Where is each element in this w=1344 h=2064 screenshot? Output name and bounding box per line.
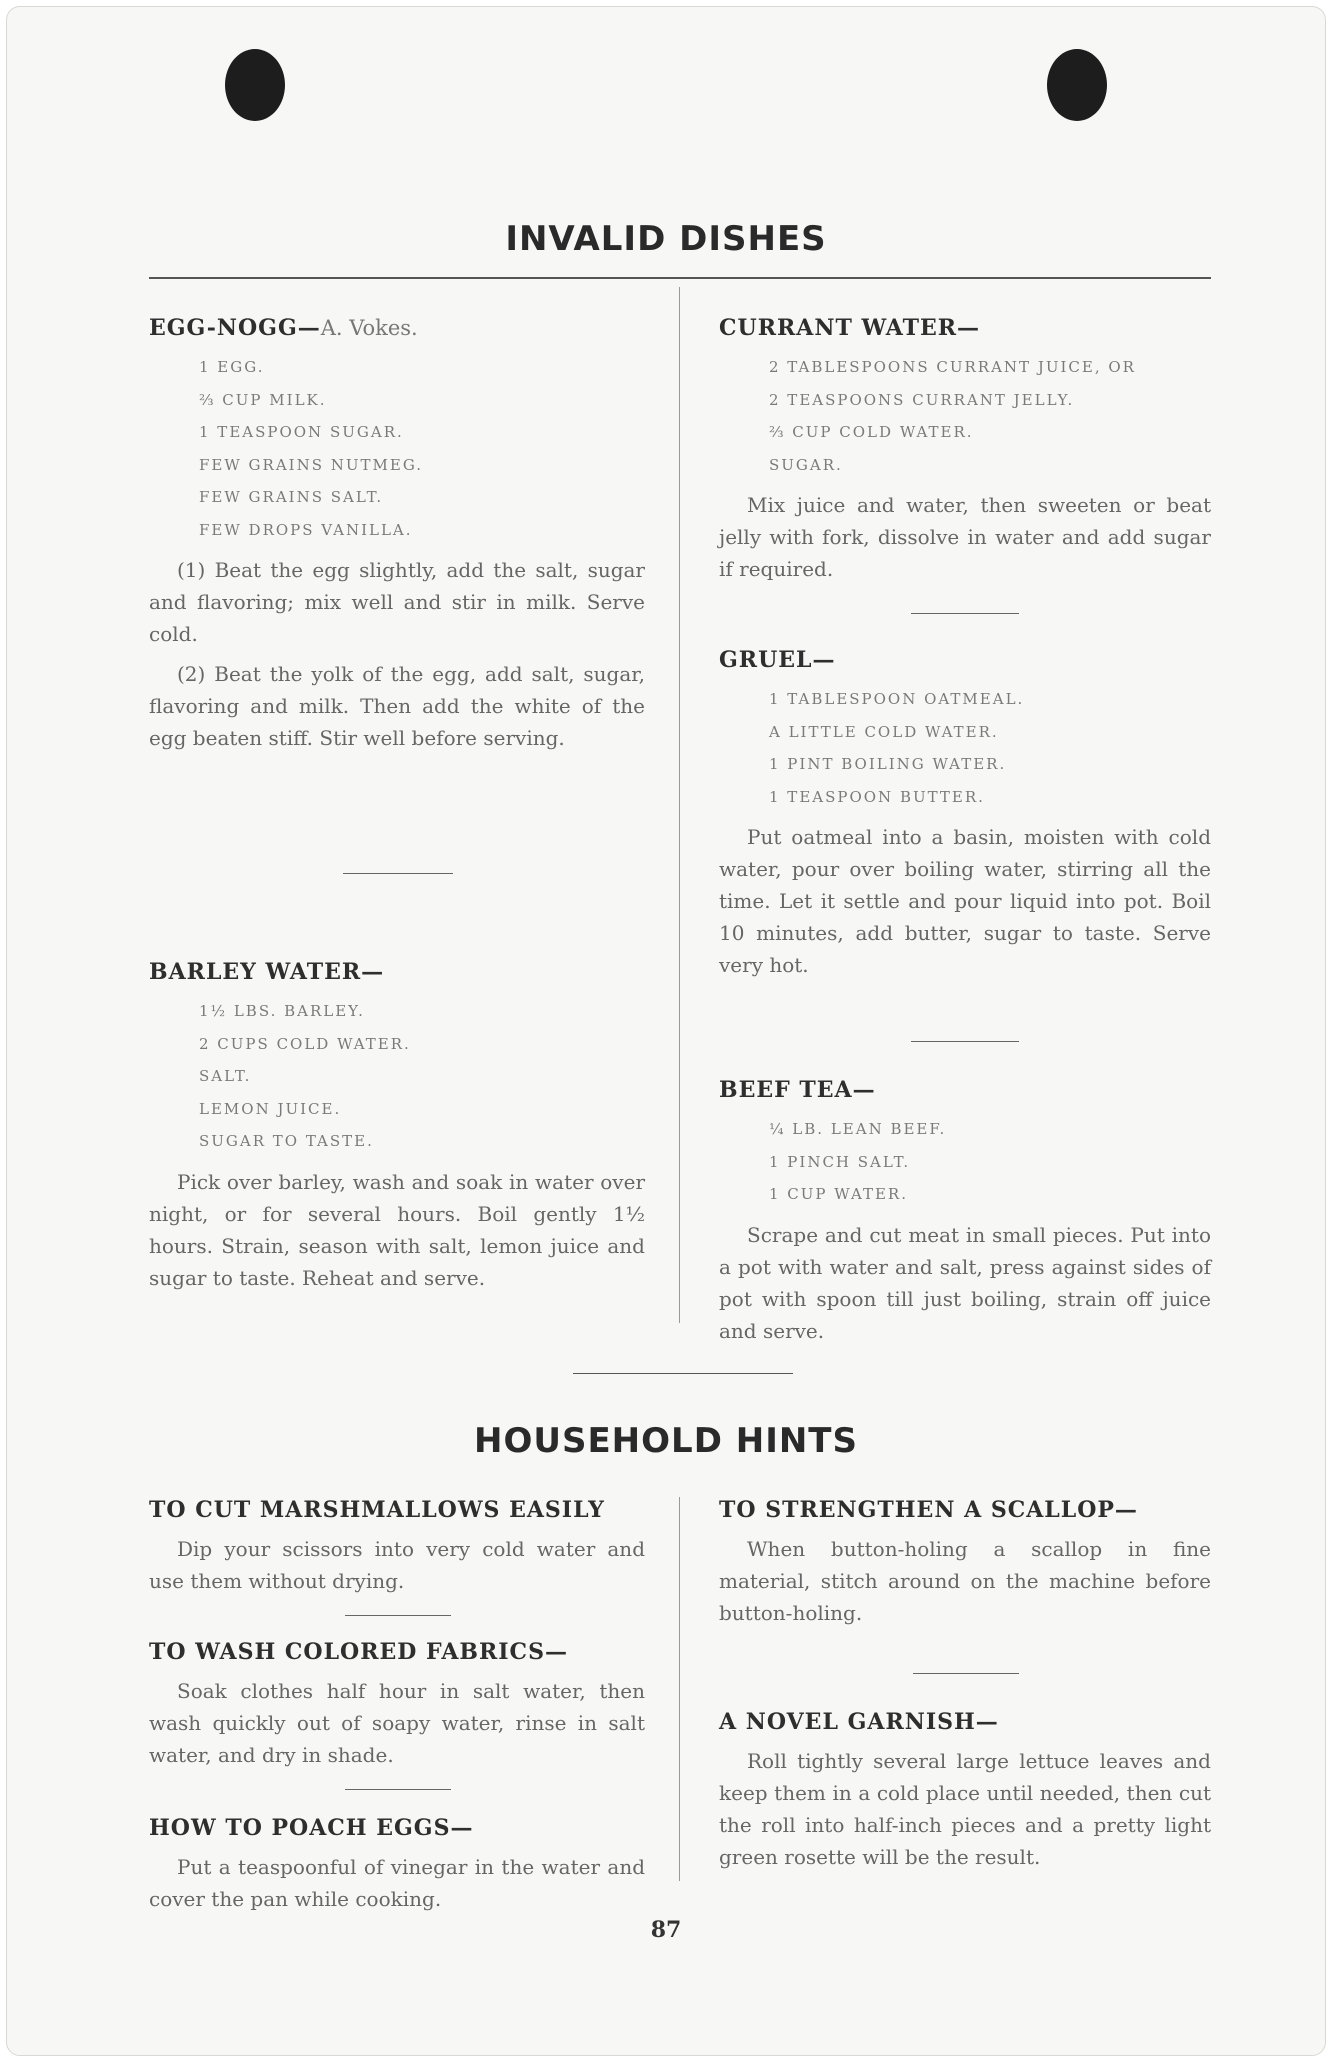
- recipe-author: A. Vokes.: [320, 316, 418, 340]
- household-hints-title: HOUSEHOLD HINTS: [473, 1421, 858, 1461]
- ingredient: 1 CUP WATER.: [769, 1185, 908, 1203]
- ingredient: 1 TABLESPOON OATMEAL.: [769, 690, 1025, 708]
- hint-text: When button-holing a scallop in fine material, stitch around on the machine before button-holing.: [719, 1537, 1211, 1625]
- recipe-heading: BEEF TEA—: [719, 1077, 876, 1103]
- ingredient: LEMON JUICE.: [199, 1099, 342, 1118]
- recipe-method: Mix juice and water, then sweeten or beat jelly with fork, dissolve in water and add sugar if required.: [719, 493, 1211, 581]
- column-divider-top: [679, 287, 680, 1323]
- ingredient-list: [149, 351, 645, 546]
- ingredient-list: [719, 1113, 1211, 1211]
- hint-colored-fabrics: [149, 1639, 645, 1779]
- gruel-recipe: [719, 647, 1211, 989]
- hint-heading: HOW TO POACH EGGS—: [149, 1815, 474, 1841]
- ingredient: 2 CUPS COLD WATER.: [199, 1034, 411, 1053]
- recipe-method: Put oatmeal into a basin, moisten with cold water, pour over boiling water, stirring all the time. Let it settle and pour liquid into pot. Boil 10 minutes, add butter, sugar to taste. Serve very hot.: [719, 825, 1211, 977]
- ingredient: 1 PINT BOILING WATER.: [769, 755, 1007, 773]
- separator: [345, 1789, 451, 1790]
- hint-text: Soak clothes half hour in salt water, then wash quickly out of soapy water, rinse in salt water, and dry in shade.: [149, 1679, 645, 1767]
- ingredient: 2 TABLESPOONS CURRANT JUICE, OR: [769, 358, 1136, 376]
- separator: [343, 873, 453, 874]
- title-underline: [149, 277, 1211, 279]
- separator: [911, 613, 1019, 614]
- hint-heading: TO STRENGTHEN A SCALLOP—: [719, 1497, 1138, 1523]
- column-divider-bottom: [679, 1497, 680, 1881]
- ingredient: FEW DROPS VANILLA.: [199, 520, 413, 539]
- separator: [913, 1673, 1019, 1674]
- ingredient-list: [719, 683, 1211, 813]
- hint-text: Dip your scissors into very cold water and use them without drying.: [149, 1537, 645, 1593]
- ingredient: 1 EGG.: [199, 358, 265, 376]
- ingredient: 1½ LBS. BARLEY.: [199, 1002, 365, 1020]
- egg-nogg-recipe: [149, 315, 645, 762]
- ingredient: FEW GRAINS NUTMEG.: [199, 455, 424, 474]
- cookbook-page: [6, 6, 1326, 2056]
- ingredient: A LITTLE COLD WATER.: [769, 722, 999, 741]
- hint-heading: A NOVEL GARNISH—: [719, 1709, 999, 1735]
- invalid-dishes-title: INVALID DISHES: [505, 219, 827, 259]
- hint-heading: TO WASH COLORED FABRICS—: [149, 1639, 568, 1665]
- recipe-method: (1) Beat the egg slightly, add the salt, sugar and flavoring; mix well and stir in milk. Serve cold.: [149, 558, 645, 646]
- separator: [345, 1615, 451, 1616]
- ingredient: FEW GRAINS SALT.: [199, 488, 384, 506]
- ingredient: ⅔ CUP MILK.: [199, 390, 327, 409]
- recipe-heading: EGG-NOGG—A. Vokes.: [149, 315, 418, 341]
- page-number: 87: [650, 1917, 682, 1943]
- ingredient-list: [719, 351, 1211, 481]
- ingredient: ⅔ CUP COLD WATER.: [769, 423, 974, 441]
- binder-hole-right: [1047, 49, 1107, 121]
- ingredient: 2 TEASPOONS CURRANT JELLY.: [769, 390, 1075, 409]
- ingredient-list: [149, 995, 645, 1158]
- recipe-method: Pick over barley, wash and soak in water over night, or for several hours. Boil gently 1½ hours. Strain, season with salt, lemon juice and sugar to taste. Reheat and serve.: [149, 1169, 645, 1290]
- ingredient: SUGAR TO TASTE.: [199, 1132, 374, 1150]
- hint-garnish: [719, 1709, 1211, 1881]
- hint-text: Roll tightly several large lettuce leaves and keep them in a cold place until needed, then cut the roll into half-inch pieces and a pretty light green rosette will be the result.: [719, 1749, 1211, 1869]
- ingredient: ¼ LB. LEAN BEEF.: [769, 1120, 947, 1138]
- recipe-heading: GRUEL—: [719, 647, 836, 673]
- ingredient: 1 TEASPOON SUGAR.: [199, 423, 404, 441]
- ingredient: SALT.: [199, 1067, 252, 1085]
- hint-scallop: [719, 1497, 1211, 1637]
- recipe-heading: CURRANT WATER—: [719, 315, 981, 341]
- hint-marshmallows: [149, 1497, 645, 1605]
- hint-poach-eggs: [149, 1815, 645, 1923]
- recipe-heading: BARLEY WATER—: [149, 959, 385, 985]
- beef-tea-recipe: [719, 1077, 1211, 1355]
- hint-heading: TO CUT MARSHMALLOWS EASILY: [149, 1497, 605, 1523]
- ingredient: 1 PINCH SALT.: [769, 1152, 911, 1171]
- barley-water-recipe: [149, 959, 645, 1302]
- recipe-method: (2) Beat the yolk of the egg, add salt, sugar, flavoring and milk. Then add the white of the egg beaten stiff. Stir well before serving.: [149, 662, 645, 750]
- ingredient: 1 TEASPOON BUTTER.: [769, 787, 985, 806]
- recipe-method: Scrape and cut meat in small pieces. Put into a pot with water and salt, press against sides of pot with spoon till just boiling, strain off juice and serve.: [719, 1222, 1211, 1343]
- binder-hole-left: [225, 49, 285, 121]
- hint-text: Put a teaspoonful of vinegar in the water and cover the pan while cooking.: [149, 1855, 645, 1911]
- ingredient: SUGAR.: [769, 455, 843, 474]
- section-separator: [573, 1373, 793, 1374]
- currant-water-recipe: [719, 315, 1211, 593]
- separator: [911, 1041, 1019, 1042]
